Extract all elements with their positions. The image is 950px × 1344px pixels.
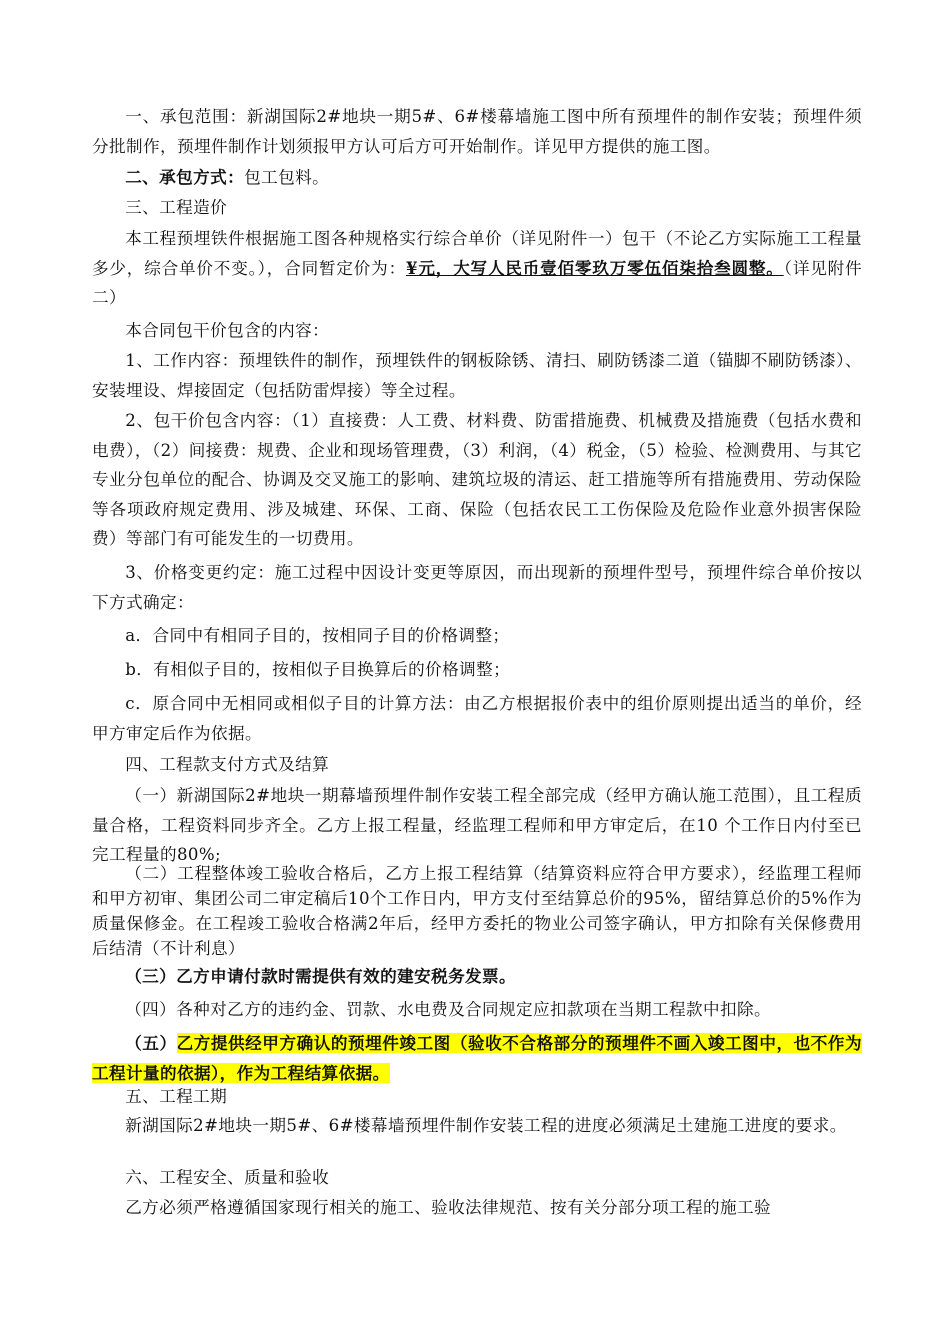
payment-1	[92, 781, 862, 870]
item-price-change-text: 3、价格变更约定：施工过程中因设计变更等原因，而出现新的预埋件型号，预埋件综合单价按以下方式确定：	[92, 563, 862, 612]
item-price-content	[92, 406, 862, 554]
payment-2-text: （二）工程整体竣工验收合格后，乙方上报工程结算（结算资料应符合甲方要求），经监理工程师和甲方初审、集团公司二审定稿后10个工作日内，甲方支付至结算总价的95%，留结算总价的5%作为质量保修金。在工程竣工验收合格满2年后，经甲方委托的物业公司签字确认，甲方扣除有关保修费用后结清（不计利息）	[92, 864, 862, 958]
item-price-change	[92, 558, 862, 617]
clause-safety	[92, 1193, 862, 1223]
scope-intro-text: 本合同包干价包含的内容：	[125, 321, 330, 340]
rule-c	[92, 689, 862, 748]
item-work-content-text: 1、工作内容：预埋铁件的制作，预埋铁件的钢板除锈、清扫、刷防锈漆二道（锚脚不刷防锈漆）、安装埋设、焊接固定（包括防雷焊接）等全过程。	[92, 351, 862, 400]
clause-safety-text: 乙方必须严格遵循国家现行相关的施工、验收法律规范、按有关分部分项工程的施工验	[125, 1198, 771, 1217]
payment-5-highlighted-text: 乙方提供经甲方确认的预埋件竣工图（验收不合格部分的预埋件不画入竣工图中，也不作为工程计量的依据），作为工程结算依据。	[92, 1033, 863, 1083]
clause-price-heading-text: 三、工程造价	[125, 198, 228, 217]
payment-2	[92, 861, 862, 961]
payment-5-label: （五）	[125, 1033, 177, 1053]
clause-safety-heading	[92, 1163, 862, 1193]
clause-scope-text: 一、承包范围：新湖国际2#地块一期5#、6#楼幕墙施工图中所有预埋件的制作安装；预埋件须分批制作，预埋件制作计划须报甲方认可后方可开始制作。详见甲方提供的施工图。	[92, 107, 862, 156]
clause-schedule-heading	[92, 1082, 862, 1112]
clause-price-heading	[92, 193, 862, 223]
clause-price-annex: （详见附件二）	[92, 258, 863, 307]
rule-b	[92, 655, 862, 685]
payment-4-text: （四）各种对乙方的违约金、罚款、水电费及合同规定应扣款项在当期工程款中扣除。	[125, 1000, 771, 1019]
payment-1-text: （一）新湖国际2#地块一期幕墙预埋件制作安装工程全部完成（经甲方确认施工范围），且工程质量合格，工程资料同步齐全。乙方上报工程量，经监理工程师和甲方审定后，在10 个工作日内付至已完工程量的80%;	[92, 786, 862, 864]
clause-payment-heading-text: 四、工程款支付方式及结算	[125, 755, 330, 774]
clause-schedule	[92, 1111, 862, 1141]
clause-method-text: 包工包料。	[244, 168, 330, 187]
contract-amount: ¥元，大写人民币壹佰零玖万零伍佰柒拾叁圆整。	[405, 257, 784, 278]
item-price-content-text: 2、包干价包含内容：（1）直接费：人工费、材料费、防雷措施费、机械费及措施费（包括水费和电费），（2）间接费：规费、企业和现场管理费，（3）利润，（4）税金，（5）检验、检测费用、与其它专业分包单位的配合、协调及交叉施工的影响、建筑垃圾的清运、赶工措施等所有措施费用、劳动保险等各项政府规定费用、涉及城建、环保、工商、保险（包括农民工工伤保险及危险作业意外损害保险费）等部门有可能发生的一切费用。	[92, 411, 862, 548]
item-work-content	[92, 346, 862, 405]
clause-method-heading: 二、承包方式：	[125, 167, 245, 187]
clause-method	[92, 163, 862, 193]
rule-a-text: a．合同中有相同子目的，按相同子目的价格调整；	[125, 626, 510, 645]
payment-5	[92, 1029, 862, 1088]
clause-schedule-text: 新湖国际2#地块一期5#、6#楼幕墙预埋件制作安装工程的进度必须满足土建施工进度的要求。	[125, 1116, 847, 1135]
scope-intro	[92, 316, 862, 346]
rule-c-text: c．原合同中无相同或相似子目的计算方法：由乙方根据报价表中的组价原则提出适当的单价，经甲方审定后作为依据。	[92, 694, 862, 743]
clause-payment-heading	[92, 750, 862, 780]
payment-3	[92, 962, 862, 992]
rule-a	[92, 621, 862, 651]
clause-price	[92, 224, 862, 313]
clause-schedule-heading-text: 五、工程工期	[125, 1087, 228, 1106]
rule-b-text: b．有相似子目的，按相似子目换算后的价格调整；	[125, 660, 511, 679]
clause-safety-heading-text: 六、工程安全、质量和验收	[125, 1168, 330, 1187]
clause-scope	[92, 102, 862, 161]
payment-3-text: （三）乙方申请付款时需提供有效的建安税务发票。	[125, 966, 517, 986]
clause-price-text: 本工程预埋铁件根据施工图各种规格实行综合单价（详见附件一）包干（不论乙方实际施工工程量多少，综合单价不变。），合同暂定价为：	[92, 229, 862, 278]
payment-4	[92, 995, 862, 1025]
